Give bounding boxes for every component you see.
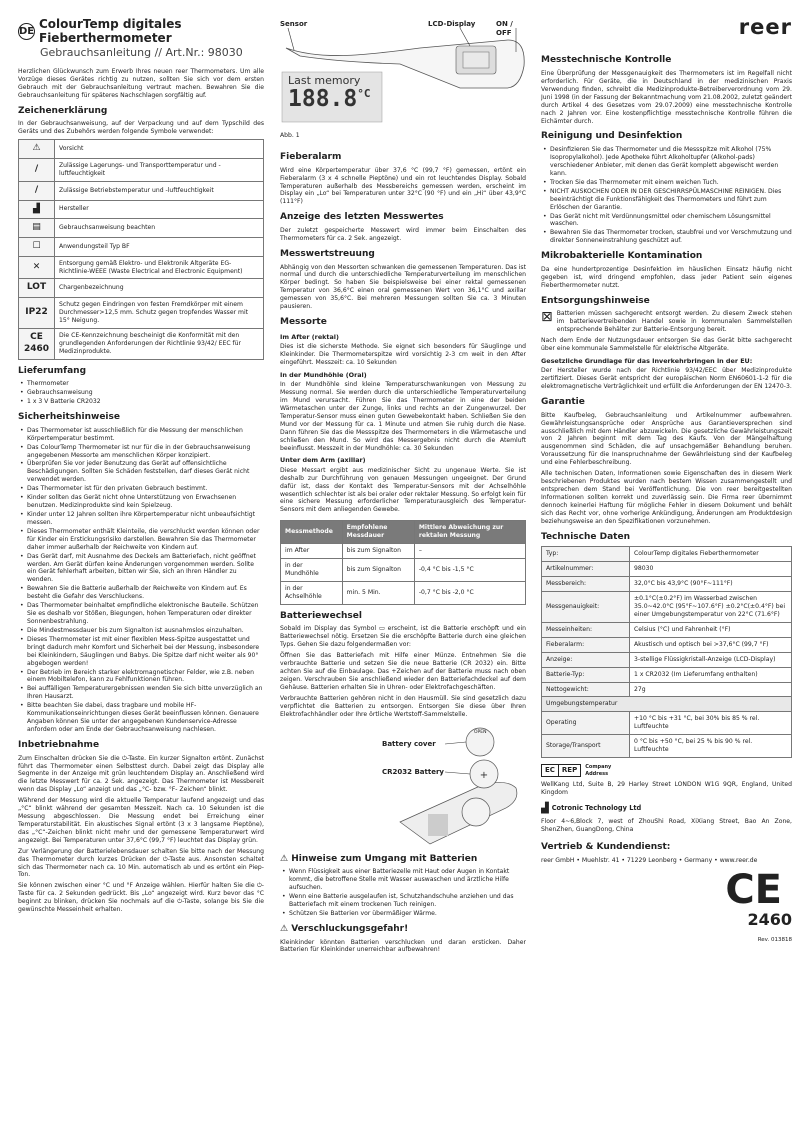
column-2 xyxy=(280,0,526,1148)
tech-label: Fieberalarm: xyxy=(542,637,630,652)
vertrieb-text: reer GmbH • Muehlstr. 41 • 71229 Leonberg • Germany • www.reer.de xyxy=(541,856,758,864)
tech-value: 0 °C bis +50 °C, bei 25 % bis 90 % rel. Luftfeuchte xyxy=(630,735,792,758)
lot-icon: LOT xyxy=(26,282,47,293)
svg-text:+: + xyxy=(479,769,489,781)
entsorgung-text1: Batterien müssen sachgerecht entsorgt werden. Zu diesem Zweck stehen im batterievertreibenden Handel sowie in kommunalen Sammelstellen entsprechende Behälter zur Batterie-Entsorgung bereit. xyxy=(556,310,792,334)
tech-row xyxy=(542,667,792,682)
intro-text: Herzlichen Glückwunsch zum Erwerb Ihres neuen reer Thermometers. Um alle Vorzüge dieses Gerätes richtig zu nutzen, sollten Sie sich vor dem ersten Gebrauch mit der Gebrauchsanleitung vertraut machen. Bewahren Sie die Gebrauchsanleitung für späteres Nachschlagen sorgfältig auf. xyxy=(18,68,264,99)
symbol-text: Gebrauchsanweisung beachten xyxy=(55,219,264,238)
paragraph: Verbrauchte Batterien gehören nicht in den Hausmüll. Sie sind gesetzlich dazu verpflichtet die Batterien zu entsorgen. Entsorgen Sie diese über Ihren Elektrofachhändler oder Ihre örtliche Wertstoff-Sammelstelle. xyxy=(280,694,526,718)
document-title: ColourTemp digitales Fieberthermometer xyxy=(39,17,182,46)
weee-icon: ⊠ xyxy=(541,309,553,326)
kontrolle-heading: Messtechnische Kontrolle xyxy=(541,55,672,66)
tech-label: Batterie-Typ: xyxy=(542,667,630,682)
revision: Rev. 013818 xyxy=(757,937,792,944)
tech-value: 1 x CR2032 (Im Lieferumfang enthalten) xyxy=(630,667,792,682)
manufacturer-icon: ▟ xyxy=(33,203,40,214)
kontrolle-text: Eine Überprüfung der Messgenauigkeit des Thermometers ist im Regelfall nicht erforderlich. Für Geräte, die in Deutschland in der medizinischen Praxis Verwendung finden, schreibt die Medizinprodukte-Betreiberverordnung vom 29. Juni 1998 (in der Fassung der Bekanntmachung vom 21.08.2002, zuletzt geändert durch Artikel 4 des Gesetzes vom 29.07.2009) eine messtechnische Kontrolle nach 2 Jahren vor. Eine kostenpflichtige messtechnische Kontrolle führen die Eichämter durch. xyxy=(541,69,792,125)
zeichen-text: In der Gebrauchsanweisung, auf der Verpackung und auf dem Typschild des Geräts und des Zubehörs werden folgende Symbole verwendet: xyxy=(18,120,264,136)
paragraph: Öffnen Sie das Batteriefach mit Hilfe einer Münze. Entnehmen Sie die verbrauchte Batterie und setzen Sie die neue Batterie (CR 2032) ein. Bitte achten Sie auf die Einbaulage. Das +Zeichen auf der Batterie muss nach oben zeigen. Verschrauben Sie anschließend wieder den Batteriefachdeckel auf dem Gehäuse. Batterien erhalten Sie in Uhren- oder Elektrofachgeschäften. xyxy=(280,652,526,691)
operating-temp-icon: / xyxy=(34,184,39,195)
list-item: • Das Gerät nicht mit Verdünnungsmittel oder chemischem Lösungsmittel waschen. xyxy=(541,213,792,229)
list-item: • Bitte beachten Sie dabei, dass tragbare und mobile HF-Kommunikationseinrichtungen dieses Gerät beeinflussen können. Genauere Angaben können Sie unter der angegebenen Kundenservice-Adresse anfordern oder am Ende der Gebrauchsanweisung nachlesen. xyxy=(18,702,264,734)
measurement-table xyxy=(280,520,526,604)
tech-label: Typ: xyxy=(542,547,630,562)
tech-row xyxy=(542,547,792,562)
table-cell: -0,4 °C bis -1,5 °C xyxy=(414,559,525,582)
table-row xyxy=(281,559,526,582)
messorte-heading: Messorte xyxy=(280,317,327,328)
umgang-list xyxy=(280,868,526,918)
ec-box: EC xyxy=(541,764,559,777)
entsorgung-row xyxy=(541,310,792,337)
lcd-label: LCD-Display xyxy=(428,20,476,28)
umgang-title: Hinweise zum Umgang mit Batterien xyxy=(291,853,478,864)
garantie-text2: Alle technischen Daten, Informationen sowie Eigenschaften des in diesem Werk beschriebenen Produktes wurden nach bestem Wissen zusammengestellt und entsprechen dem Stand bei Veröffentlichung. Die von reer bereitgestellten Informationen sollten korrekt und zuverlässig sein. Die Firma reer übernimmt dennoch keinerlei Haftung für mögliche Fehler in diesem Dokument und behält sich das Recht vor, ohne vorherige Ankündigung, Änderungen am Produktdesign beziehungsweise an den Spezifikationen vorzunehmen. xyxy=(541,470,792,525)
mikro-heading: Mikrobakterielle Kontamination xyxy=(541,251,703,262)
column-3 xyxy=(541,0,792,1148)
symbol-row xyxy=(19,237,264,256)
sicherheit-list xyxy=(18,427,264,734)
symbol-text: Die CE-Kennzeichnung bescheinigt die Konformität mit den grundlegenden Anforderungen der Richtlinie 93/42/ EEC für Medizinprodukte. xyxy=(55,328,264,359)
onoff-label: ON / OFF xyxy=(496,20,513,38)
battery-cover-label: Battery cover xyxy=(382,739,436,748)
display-unit: °C xyxy=(357,87,371,101)
entsorgung-text2: Nach dem Ende der Nutzungsdauer entsorgen Sie das Gerät bitte sachgerecht über eine kommunale Sammelstelle für elektrische Altgeräte. xyxy=(541,337,792,353)
tech-value: ±0.1°C(±0.2°F) im Wasserbad zwischen 35.0~42.0°C (95°F~107.6°F) ±0.2°C(±0.4°F) bei einer Umgebungstemperatur von 22°C (71.6°F) xyxy=(630,592,792,623)
tech-value: 27g xyxy=(630,682,792,697)
symbol-text: Hersteller xyxy=(55,200,264,219)
list-item: • Das Thermometer ist ausschließlich für die Messung der menschlichen Körpertemperatur bestimmt. xyxy=(18,427,264,443)
letzte-text: Der zuletzt gespeicherte Messwert wird immer beim Einschalten des Thermometers für ca. 2 Sek. angezeigt. xyxy=(280,226,526,242)
column-header: Messmethode xyxy=(281,521,343,544)
ce-logo: CE xyxy=(725,867,782,914)
garantie-text1: Bitte Kaufbeleg, Gebrauchsanleitung und Artikelnummer aufbewahren. Gewährleistungsansprüche oder Ansprüche aus Garantieversprechen sind ausschließlich mit dem Händler abzuwickeln. Die gesetzliche Gewährleistungszeit von 2 Jahren beginnt mit dem Tag des Kaufs. Von der Mängelhaftung ausgenommen sind Schäden, die auf unsachgemäßer Behandlung beruhen. Voraussetzung für die Inanspruchnahme der Gewährleistung sind der Kaufbeleg und eine Fehlerbeschreibung. xyxy=(541,411,792,467)
batterie-body xyxy=(280,625,526,718)
list-item: • Gebrauchsanweisung xyxy=(18,389,264,397)
symbol-table xyxy=(18,139,264,359)
bf-icon: ☐ xyxy=(32,240,41,251)
table-row xyxy=(281,581,526,604)
symbol-cell xyxy=(19,298,55,329)
symbol-text: Zulässige Betriebstemperatur und -luftfeuchtigkeit xyxy=(55,181,264,200)
column-header: Empfohlene Messdauer xyxy=(342,521,414,544)
mikro-text: Da eine hundertprozentige Desinfektion im häuslichen Einsatz häufig nicht gegeben ist, wird dringend empfohlen, dass jeder Patient sein eigenes Fieberthermometer nutzt. xyxy=(541,265,792,289)
lcd-display xyxy=(282,72,382,122)
inbetrieb-body xyxy=(18,755,264,915)
list-item: • Das ColourTemp Thermometer ist nur für die in der Gebrauchsanweisung angegebenen Messorte am menschlichen Körper konzipiert. xyxy=(18,444,264,460)
tech-label: Artikelnummer: xyxy=(542,562,630,577)
tech-row xyxy=(542,592,792,623)
tech-row xyxy=(542,577,792,592)
column-header: Mittlere Abweichung zur rektalen Messung xyxy=(414,521,525,544)
tech-row xyxy=(542,735,792,758)
ce-icon: CE 2460 xyxy=(23,332,50,354)
header xyxy=(18,17,264,46)
tech-label: Storage/Transport xyxy=(542,735,630,758)
list-item: • Schützen Sie Batterien vor übermäßiger Wärme. xyxy=(280,910,526,918)
table-cell: im After xyxy=(281,544,343,559)
oral-text: In der Mundhöhle sind kleine Temperaturschwankungen von Messung zu Messung normal. Sie werden durch die unterschiedliche Temperaturverteilung im Mund verursacht. Führen Sie das Thermometer in eine der beiden Wärmetaschen unter der Zunge, links und rechts an der Zungenwurzel. Der Temperatur-Sensor muss einen guten Gewebekontakt haben. Schließen Sie den Mund vor der Messung für ca. 1 Minute und atmen Sie ruhig durch die Nase. Dann führen Sie das die Messspitze des Thermometers in die Wärmetasche und schließen den Mund. So wird das Messergebnis nicht durch die Atemluft beeinflusst. Messzeit in der Mundhöhle: ca. 30 Sekunden xyxy=(280,381,526,452)
tech-row xyxy=(542,712,792,735)
table-cell: in der Achselhöhle xyxy=(281,581,343,604)
entsorgung-text3: Der Hersteller wurde nach der Richtlinie 93/42/EEC über Medizinprodukte zertifiziert. Dieses Gerät entspricht der europäischen Norm EN60601-1-2 für die elektromagnetische Verträglichkeit und erfüllt die Anforderungen der EN 12470-3. xyxy=(541,367,792,391)
tech-value: 98030 xyxy=(630,562,792,577)
symbol-text: Schutz gegen Eindringen von festen Fremdkörper mit einem Durchmesser>12,5 mm. Schutz gegen tropfendes Wasser mit 15° Neigung. xyxy=(55,298,264,329)
list-item: • Kinder sollten das Gerät nicht ohne Unterstützung von Erwachsenen benutzen. Medizinprodukte sind kein Spielzeug. xyxy=(18,494,264,510)
tech-value: Celsius (°C) und Fahrenheit (°F) xyxy=(630,622,792,637)
umgang-heading xyxy=(280,854,526,866)
warning-icon: ⚠ xyxy=(280,923,292,934)
inbetrieb-heading: Inbetriebnahme xyxy=(18,739,100,750)
symbol-cell xyxy=(19,256,55,279)
paragraph: Sobald im Display das Symbol ▭ erscheint, ist die Batterie erschöpft und ein Batteriewechsel nötig. Ersetzen Sie die erschöpfte Batterie durch eine gleichen Typs. Gehen Sie dazu folgendermaßen vor: xyxy=(280,625,526,649)
reinigung-heading: Reinigung und Desinfektion xyxy=(541,131,683,142)
weee-icon: ✕ xyxy=(32,261,41,272)
symbol-row xyxy=(19,219,264,238)
verschluck-heading xyxy=(280,924,526,936)
document-subtitle: Gebrauchsanleitung // Art.Nr.: 98030 xyxy=(40,45,243,59)
paragraph: Zum Einschalten drücken Sie die ⏻-Taste. Ein kurzer Signalton ertönt. Zunächst führt das Thermometer einen Selbsttest durch. Dabei zeigt das Display alle Segmente in der Anzeige mit grün leuchtendem Display an. Anschließend wird die letzte Messwert für ca. 2 Sek. angezeigt. Das Thermometer ist Messbereit wenn das Display „Lo“ anzeigt und das „°C- bzw. °F- Zeichen“ blinkt. xyxy=(18,754,264,794)
tech-value: 3-stellige Flüssigkristall-Anzeige (LCD-Display) xyxy=(630,652,792,667)
warning-icon: ⚠ xyxy=(32,143,41,154)
tech-label: Messgenauigkeit: xyxy=(542,592,630,623)
cotronic xyxy=(541,802,792,815)
battery-drawing xyxy=(280,722,526,848)
table-cell: in der Mundhöhle xyxy=(281,559,343,582)
tech-label: Operating xyxy=(542,712,630,735)
list-item: • Desinfizieren Sie das Thermometer und die Messspitze mit Alkohol (75% Isopropylalkohol). Jede Apotheke führt Alkoholtupfer (Alkohol-pads) verschiedener Anbieter, mit denen das Gerät komplett abgewischt werden kann. xyxy=(541,146,792,178)
streuung-text: Abhängig von den Messorten schwanken die gemessenen Temperaturen. Das ist normal und durch die unterschiedliche Temperaturverteilung im menschlichen Körper bedingt. So haben Sie beispielsweise bei einer rektal gemessenen Temperatur von 36,6°C einen oral gemessenen Wert von 36,1°C und axillar gemessen von 35,6°C. Bei mehreren Messungen sollten Sie ca. 3 Minuten pausieren. xyxy=(280,263,526,311)
symbol-cell xyxy=(19,237,55,256)
list-item: • Bewahren Sie die Batterie außerhalb der Reichweite von Kindern auf. Es besteht die Gefahr des Verschluckens. xyxy=(18,585,264,601)
tech-row xyxy=(542,637,792,652)
list-item: • Das Gerät darf, mit Ausnahme des Deckels am Batteriefach, nicht geöffnet werden. Am Gerät dürfen keine Änderungen vorgenommen werden. Sollte ein Gerät fehlerhaft arbeiten, bitten wir Sie, sich an Ihren Händler zu wenden. xyxy=(18,553,264,585)
tech-label: Anzeige: xyxy=(542,652,630,667)
table-cell: bis zum Signalton xyxy=(342,559,414,582)
cotronic-name: Cotronic Technology Ltd xyxy=(551,804,642,813)
warning-icon: ⚠ xyxy=(280,853,292,864)
symbol-row xyxy=(19,140,264,159)
fieberalarm-text: Wird eine Körpertemperatur über 37,6 °C (99,7 °F) gemessen, ertönt ein Fieberalarm (3 x 4 schnelle Pieptöne) und ein rot leuchtendes Display. Sobald Temperaturen außerhalb des Messbereichs gemessen werden, erscheint im Display ein „Lo“ bei Temperaturen unter 32°C (90 °F) und ein „Hi“ über 43,9°C (111°F) xyxy=(280,166,526,206)
list-item: • Das Thermometer beinhaltet empfindliche elektronische Bauteile. Schützen Sie es deshalb vor Stößen, Biegungen, hohen Temperaturen oder direkter Sonnenbestrahlung. xyxy=(18,602,264,626)
streuung-heading: Messwertstreuung xyxy=(280,248,375,259)
ecrep-text: WellKang Ltd, Suite B, 29 Harley Street LONDON W1G 9QR, England, United Kingdom xyxy=(541,781,792,797)
symbol-row xyxy=(19,298,264,329)
table-header-row xyxy=(281,521,526,544)
list-item: • Das Thermometer ist für den privaten Gebrauch bestimmt. xyxy=(18,485,264,493)
symbol-cell xyxy=(19,328,55,359)
list-item: • Überprüfen Sie vor jeder Benutzung das Gerät auf offensichtliche Beschädigungen. Sollten Sie Schäden feststellen, darf dieses Gerät nicht verwendet werden. xyxy=(18,460,264,484)
ce-number: 2460 xyxy=(747,910,792,930)
symbol-cell xyxy=(19,181,55,200)
oral-heading: In der Mundhöhle (Oral) xyxy=(280,370,367,379)
cotronic-text: Floor 4~6,Block 7, west of ZhouShi Road, XiXiang Street, Bao An Zone, ShenZhen, GuangDong, China xyxy=(541,818,792,833)
table-cell: – xyxy=(414,544,525,559)
symbol-text: Zulässige Lagerungs- und Transporttemperatur und -luftfeuchtigkeit xyxy=(55,158,264,181)
reinigung-list xyxy=(541,146,792,245)
lieferumfang-list xyxy=(18,380,264,406)
symbol-text: Entsorgung gemäß Elektro- und Elektronik Altgeräte EG-Richtlinie-WEEE (Waste Electrical and Electronic Equipment) xyxy=(55,256,264,279)
manual-icon: ▤ xyxy=(32,222,41,233)
list-item: • Trocken Sie das Thermometer mit einem weichen Tuch. xyxy=(541,179,792,187)
table-cell: min. 5 Min. xyxy=(342,581,414,604)
cr2032-label: CR2032 Battery xyxy=(382,767,444,776)
axillar-text: Diese Messart ergibt aus medizinischer Sicht zu ungenaue Werte. Sie ist deshalb zur Durchführung von genauen Messungen ungeeignet. Der Grund dafür ist, dass der Kontakt des Temperatur-Sensors mit der Achselhöhle wesentlich schlechter ist als bei oraler oder rektaler Messung. So erfolgt kein für eine sichere Messung erforderlicher Temperaturausgleich des Temperatur-Sensors mit dem anliegenden Gewebe. xyxy=(280,466,526,514)
list-item: • Dieses Thermometer ist mit einer flexiblen Mess-Spitze ausgestattet und bringt dadurch mehr Komfort und Sicherheit bei der Messung, insbesondere bei Kleinkindern, Säuglingen und Babys. Die Spitze darf nicht weiter als 90° abgebogen werden! xyxy=(18,636,264,668)
verschluck-text: Kleinkinder könnten Batterien verschlucken und daran ersticken. Daher Batterien für Kleinkinder unerreichbar aufbewahren! xyxy=(280,938,526,954)
list-item: • Der Betrieb im Bereich starker elektromagnetischer Felder, wie z.B. neben einem Mobiltelefon, kann zu Fehlfunktionen führen. xyxy=(18,669,264,685)
figure-caption: Abb. 1 xyxy=(280,132,300,139)
symbol-cell xyxy=(19,200,55,219)
symbol-row xyxy=(19,279,264,298)
list-item: • NICHT AUSKOCHEN ODER IN DER GESCHIRRSPÜLMASCHINE REINIGEN. Dies beeinträchtigt die Funktionsfähigkeit des Thermometers und führt zum Erlöschen der Garantie. xyxy=(541,188,792,212)
table-cell: bis zum Signalton xyxy=(342,544,414,559)
verschluck-title: Verschluckungsgefahr! xyxy=(291,923,409,934)
tech-table xyxy=(541,546,792,758)
list-item: • 1 x 3 V Batterie CR2032 xyxy=(18,398,264,406)
paragraph: Zur Verlängerung der Batterielebensdauer schalten Sie bitte nach der Messung das Thermometer durch kurzes Drücken der ⏻-Taste aus. Ansonsten schaltet sich das Thermometer nach ca. 10 Min. automatisch ab und es ertönt ein Piep-Ton. xyxy=(18,847,264,879)
paragraph: Während der Messung wird die aktuelle Temperatur laufend angezeigt und das „°C“ blinkt während der gesamten Messzeit. Nach ca. 10 Sekunden ist die Messung abgeschlossen. Die Messung endet bei Erreichung einer Temperaturstabilität. Ein akustisches Signal ertönt (3 x 3 langsame Pieptöne), das „°C“-Zeichen blinkt nicht mehr und der gemessene Temperaturwert wird angezeigt. Bei Temperaturen unter 37,6°C (99,7 °F) leuchtet das Display grün. xyxy=(18,797,264,844)
tech-row xyxy=(542,622,792,637)
paragraph: Sie können zwischen einer °C und °F Anzeige wählen. Hierfür halten Sie die ⏻-Taste für ca. 2 Sekunden gedrückt. Bis „Lo“ angezeigt wird. Kurz bevor das °C beginnt zu blinken, drücken Sie nochmals auf die ⏻-Taste, solange bis Sie die gewünschte Messeinheit erhalten. xyxy=(18,882,264,914)
tech-row xyxy=(542,652,792,667)
ip22-icon: IP22 xyxy=(25,307,48,318)
symbol-cell xyxy=(19,158,55,181)
list-item: • Kinder unter 12 Jahren sollten ihre Körpertemperatur nicht unbeaufsichtigt messen. xyxy=(18,511,264,527)
column-1 xyxy=(18,0,264,1148)
tech-caption: Umgebungstemperatur xyxy=(542,697,792,712)
list-item: • Die Mindestmessdauer bis zum Signalton ist ausnahmslos einzuhalten. xyxy=(18,627,264,635)
zeichen-heading: Zeichenerklärung xyxy=(18,105,108,116)
manufacturer-icon: ▟ xyxy=(541,803,549,814)
sensor-label: Sensor xyxy=(280,20,308,28)
tech-value: ColourTemp digitales Fieberthermometer xyxy=(630,547,792,562)
list-item: • Wenn Flüssigkeit aus einer Batteriezelle mit Haut oder Augen in Kontakt kommt, die betroffene Stelle mit Wasser auswaschen und ärztliche Hilfe aufsuchen. xyxy=(280,868,526,892)
tech-heading: Technische Daten xyxy=(541,531,630,542)
symbol-row xyxy=(19,200,264,219)
rektal-text: Dies ist die sicherste Methode. Sie eignet sich besonders für Säuglinge und Kleinkinder. Die Thermometerspitze wird vorsichtig 2-3 cm weit in den After eingeführt. Messzeit: ca. 10 Sekunden xyxy=(280,343,526,366)
vertrieb-heading: Vertrieb & Kundendienst: xyxy=(541,841,671,852)
symbol-row xyxy=(19,256,264,279)
storage-temp-icon: / xyxy=(34,164,39,175)
display-label: Last memory xyxy=(288,74,361,87)
rep-box: REP xyxy=(559,764,581,777)
fieberalarm-heading: Fieberalarm xyxy=(280,152,342,162)
ecrep-label: Company Address xyxy=(585,764,612,777)
axillar-heading: Unter dem Arm (axillar) xyxy=(280,456,366,465)
letzte-heading: Anzeige des letzten Messwertes xyxy=(280,212,444,223)
symbol-row xyxy=(19,181,264,200)
sicherheit-heading: Sicherheitshinweise xyxy=(18,412,120,423)
thermometer-figure xyxy=(280,0,526,146)
list-item: • Bei auffälligen Temperaturergebnissen wenden Sie sich bitte unverzüglich an Ihren Hausarzt. xyxy=(18,685,264,701)
symbol-row xyxy=(19,328,264,359)
symbol-text: Vorsicht xyxy=(55,140,264,159)
tech-row xyxy=(542,682,792,697)
symbol-text: Anwendungsteil Typ BF xyxy=(55,237,264,256)
tech-caption-row xyxy=(542,697,792,712)
ecrep xyxy=(541,764,792,777)
table-row xyxy=(281,544,526,559)
display-value: 188.8 xyxy=(288,86,358,113)
symbol-text: Chargenbezeichnung xyxy=(55,279,264,298)
symbol-row xyxy=(19,158,264,181)
entsorgung-heading: Entsorgungshinweise xyxy=(541,295,650,306)
language-badge: DE xyxy=(18,23,35,40)
batterie-heading: Batteriewechsel xyxy=(280,610,362,621)
tech-value: Akustisch und optisch bei >37,6°C (99,7 °F) xyxy=(630,637,792,652)
garantie-heading: Garantie xyxy=(541,397,585,408)
rektal-heading: Im After (rektal) xyxy=(280,332,339,341)
battery-figure xyxy=(280,722,526,848)
lieferumfang-heading: Lieferumfang xyxy=(18,365,87,376)
symbol-cell xyxy=(19,219,55,238)
list-item: • Bewahren Sie das Thermometer trocken, staubfrei und vor Verschmutzung und direkter Sonneneinstrahlung geschützt auf. xyxy=(541,229,792,245)
tech-value: +10 °C bis +31 °C, bei 30% bis 85 % rel. Luftfeuchte xyxy=(630,712,792,735)
list-item: • Thermometer xyxy=(18,380,264,388)
tech-row xyxy=(542,562,792,577)
symbol-cell xyxy=(19,279,55,298)
tech-value: 32,0°C bis 43,9°C (90°F~111°F) xyxy=(630,577,792,592)
list-item: • Wenn eine Batterie ausgelaufen ist, Schutzhandschuhe anziehen und das Batteriefach mit einem trockenen Tuch reinigen. xyxy=(280,893,526,909)
brand-logo: reer xyxy=(738,15,792,39)
symbol-cell xyxy=(19,140,55,159)
tech-label: Messbereich: xyxy=(542,577,630,592)
list-item: • Dieses Thermometer enthält Kleinteile, die verschluckt werden können oder für Kinder ein Erstickungsrisiko darstellen. Bewahren Sie das Thermometer daher immer außerhalb der Reichweite von Kindern auf. xyxy=(18,528,264,552)
table-cell: -0,7 °C bis -2,0 °C xyxy=(414,581,525,604)
tech-label: Messeinheiten: xyxy=(542,622,630,637)
ce-mark xyxy=(541,867,792,931)
entsorgung-sub: Gesetzliche Grundlage für das Inverkehrbringen in der EU: xyxy=(541,356,753,365)
tech-label: Nettogewicht: xyxy=(542,682,630,697)
open-label: OPEN xyxy=(474,729,487,735)
